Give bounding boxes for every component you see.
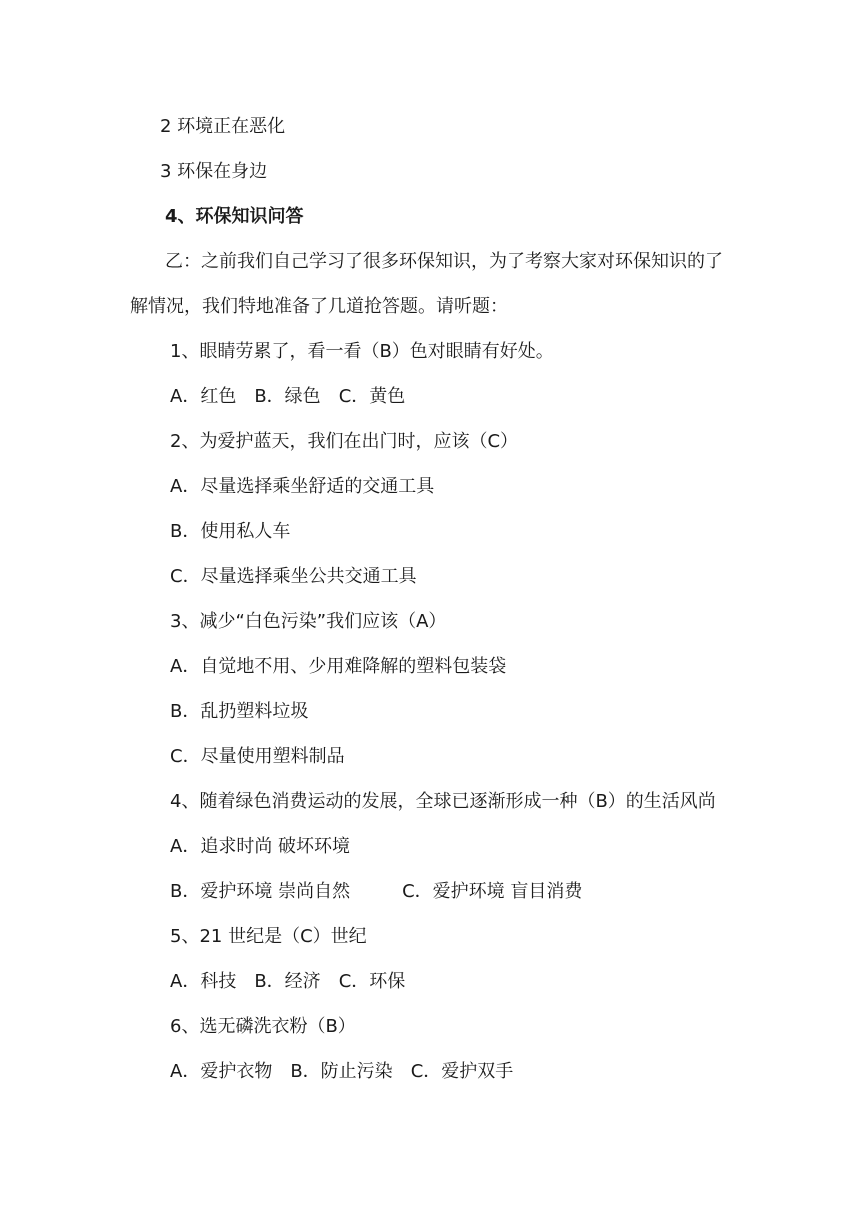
question-3-option-a: A．自觉地不用、少用难降解的塑料包装袋 xyxy=(170,656,507,677)
question-3-option-c: C．尽量使用塑料制品 xyxy=(170,746,345,767)
question-2: 2、为爱护蓝天，我们在出门时，应该（C） xyxy=(170,431,519,452)
question-6: 6、选无磷洗衣粉（B） xyxy=(170,1016,356,1037)
section-2-heading: 2 环境正在恶化 xyxy=(160,116,286,137)
option-text: B．防止污染 xyxy=(290,1061,393,1082)
question-5-options xyxy=(170,970,405,994)
option-text: A．爱护衣物 xyxy=(170,1061,273,1082)
section-4-title: 4、环保知识问答 xyxy=(165,206,304,227)
question-3-option-b: B．乱扔塑料垃圾 xyxy=(170,701,309,722)
option-text: B．绿色 xyxy=(254,386,321,407)
question-4: 4、随着绿色消费运动的发展，全球已逐渐形成一种（B）的生活风尚 xyxy=(170,791,716,812)
question-3: 3、减少“白色污染”我们应该（A） xyxy=(170,611,447,632)
question-6-options xyxy=(170,1060,513,1084)
option-text: B．经济 xyxy=(254,971,321,992)
question-2-option-a: A．尽量选择乘坐舒适的交通工具 xyxy=(170,476,435,497)
question-2-option-c: C．尽量选择乘坐公共交通工具 xyxy=(170,566,417,587)
section-3-heading: 3 环保在身边 xyxy=(160,161,268,182)
question-4-options-bc xyxy=(170,880,582,904)
question-5: 5、21 世纪是（C）世纪 xyxy=(170,926,367,947)
option-text: C．爱护环境 盲目消费 xyxy=(402,881,583,902)
option-text: A．科技 xyxy=(170,971,237,992)
question-2-option-b: B．使用私人车 xyxy=(170,521,291,542)
option-text: A．红色 xyxy=(170,386,237,407)
option-text: C．黄色 xyxy=(338,386,406,407)
question-1: 1、眼睛劳累了，看一看（B）色对眼睛有好处。 xyxy=(170,341,554,362)
intro-line-1: 乙：之前我们自己学习了很多环保知识，为了考察大家对环保知识的了 xyxy=(165,251,723,272)
question-1-options xyxy=(170,385,405,409)
intro-line-2: 解情况，我们特地准备了几道抢答题。请听题： xyxy=(130,296,508,317)
option-text: C．环保 xyxy=(338,971,406,992)
option-text: B．爱护环境 崇尚自然 xyxy=(170,881,351,902)
option-text: C．爱护双手 xyxy=(410,1061,514,1082)
question-4-option-a: A．追求时尚 破坏环境 xyxy=(170,836,351,857)
